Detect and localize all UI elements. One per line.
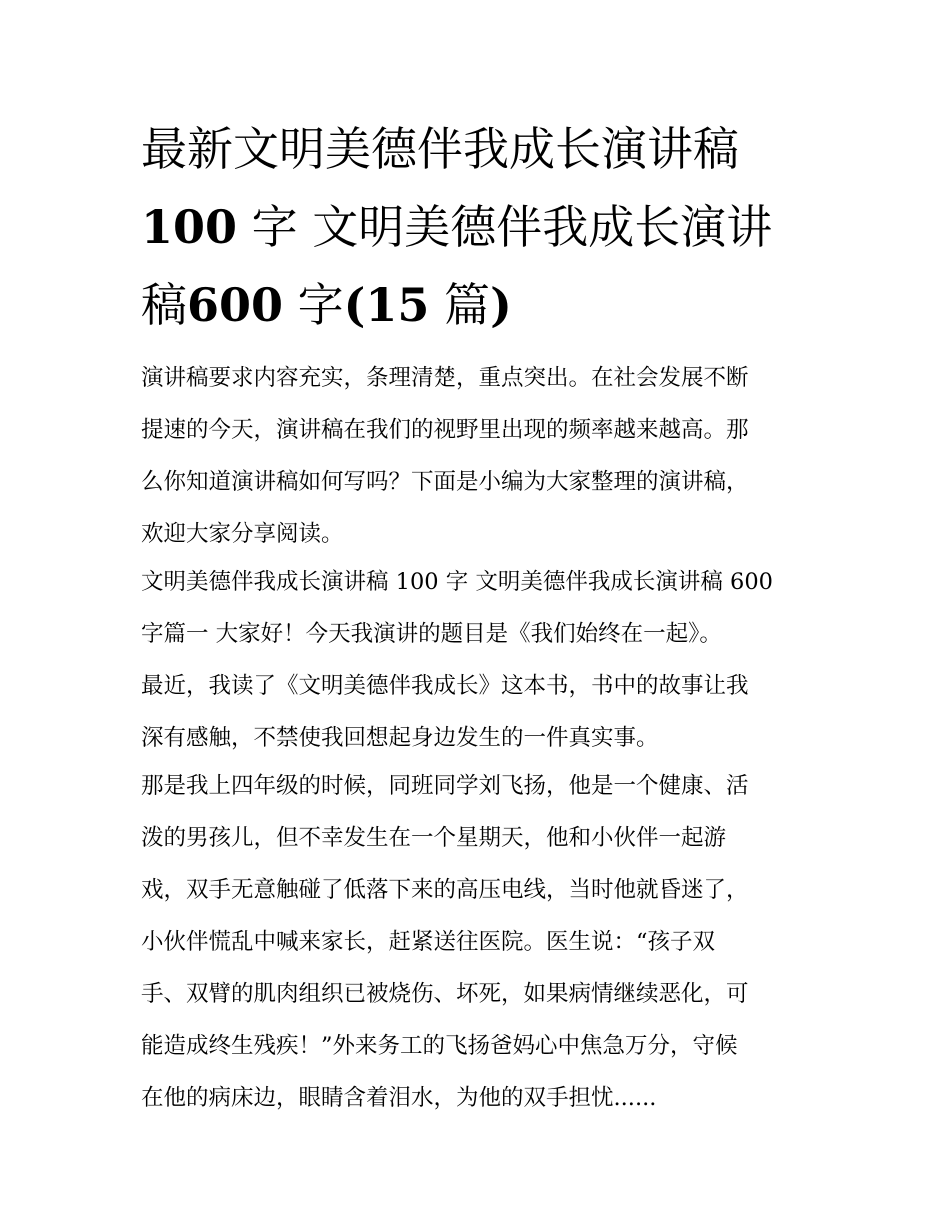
title-number: 100 xyxy=(141,200,238,254)
title-number: 600 xyxy=(187,278,284,332)
text-line: 么你知道演讲稿如何写吗？下面是小编为大家整理的演讲稿， xyxy=(141,469,749,495)
title-number: (15 xyxy=(343,278,430,332)
title-line-1 xyxy=(141,110,831,188)
speech-paragraph-1 xyxy=(141,556,821,764)
text-line: 最近，我读了《文明美德伴我成长》这本书，书中的故事让我 xyxy=(141,673,749,699)
text-line: 深有感触，不禁使我回想起身边发生的一件真实事。 xyxy=(141,725,659,751)
title-text: 字 文明美德伴我成长演讲 xyxy=(237,200,773,254)
title-text: 稿 xyxy=(141,278,187,332)
text-line: 提速的今天，演讲稿在我们的视野里出现的频率越来越高。那 xyxy=(141,417,749,443)
speech-paragraph-2 xyxy=(141,760,821,1124)
text-line: 欢迎大家分享阅读。 xyxy=(141,521,344,547)
title-text: 篇 xyxy=(429,278,491,332)
title-paren: ) xyxy=(490,278,512,332)
intro-paragraph xyxy=(141,352,821,560)
text-line: 在他的病床边，眼睛含着泪水，为他的双手担忧...... xyxy=(141,1085,657,1111)
text-line: 演讲稿要求内容充实，条理清楚，重点突出。在社会发展不断 xyxy=(141,365,749,391)
title-text: 最新文明美德伴我成长演讲稿 xyxy=(141,122,739,176)
text-line: 泼的男孩儿，但不幸发生在一个星期天，他和小伙伴一起游 xyxy=(141,825,727,851)
text-line: 文明美德伴我成长演讲稿 100 字 文明美德伴我成长演讲稿 600 xyxy=(141,569,774,595)
title-text: 字 xyxy=(283,278,344,332)
title-line-2 xyxy=(141,188,831,266)
text-line: 手、双臂的肌肉组织已被烧伤、坏死，如果病情继续恶化，可 xyxy=(141,981,749,1007)
document-title xyxy=(141,110,831,344)
text-line: 戏，双手无意触碰了低落下来的高压电线，当时他就昏迷了， xyxy=(141,877,749,903)
text-line: 字篇一 大家好！今天我演讲的题目是《我们始终在一起》。 xyxy=(141,621,722,647)
text-line: 那是我上四年级的时候，同班同学刘飞扬，他是一个健康、活 xyxy=(141,773,749,799)
text-line: 小伙伴慌乱中喊来家长，赶紧送往医院。医生说：“孩子双 xyxy=(141,929,716,955)
text-line: 能造成终生残疾！”外来务工的飞扬爸妈心中焦急万分，守候 xyxy=(141,1033,738,1059)
title-line-3 xyxy=(141,266,831,344)
